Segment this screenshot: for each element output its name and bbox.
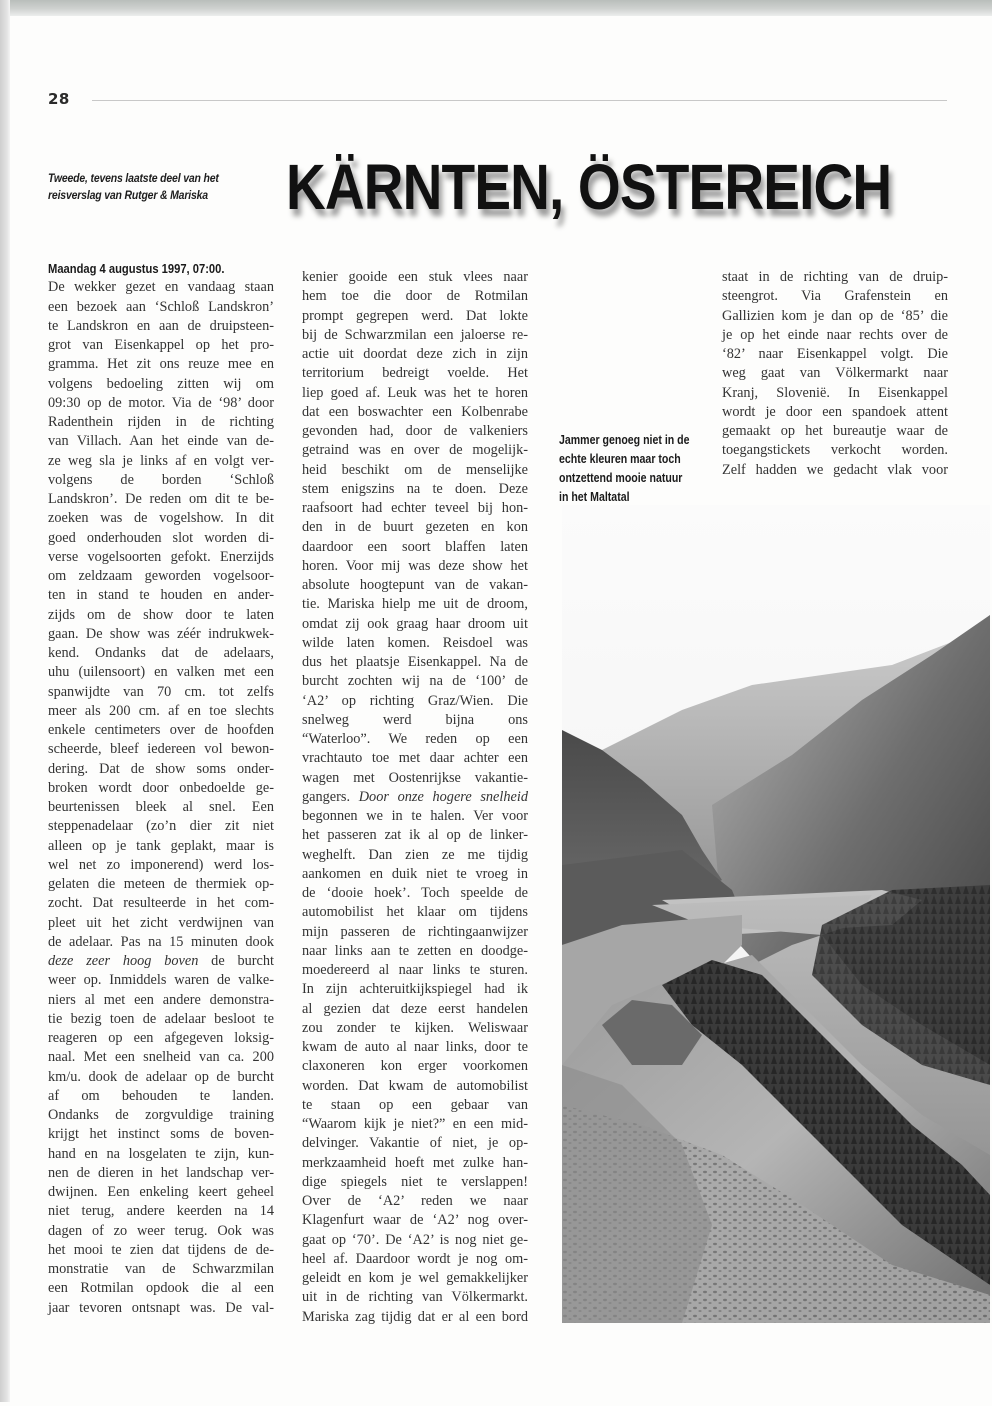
text-line: ten in stand te houden en ander- — [48, 587, 274, 604]
text-line: grot van Eisenkappel op het pro- — [48, 337, 274, 353]
text-line: snelweg werd bijna ons — [302, 711, 528, 728]
text-line: de ‘dooie hoek’. Toch speelde de — [302, 885, 528, 901]
text-line: stem enigszins na te doen. Deze — [302, 480, 528, 497]
text-line: steengrot. Via Grafenstein en — [722, 288, 948, 305]
date-heading: Maandag 4 augustus 1997, 07:00. — [48, 261, 225, 276]
text-line: territorium bedreigt voelde. Het — [302, 365, 528, 382]
article-subtitle — [48, 170, 237, 204]
text-line: liep goed af. Leuk was het te horen — [302, 384, 528, 401]
text-line: automobilist het klaar om tijdens — [302, 904, 528, 921]
text-line: gevonden had, door de valkeniers — [302, 423, 528, 439]
text-line: kenier gooide een stuk vlees naar — [302, 269, 528, 285]
text-line: Kranj, Slovenië. In Eisenkappel — [722, 384, 948, 401]
text-line: bij de Schwarzmilan een jaloerse re- — [302, 326, 528, 343]
text-line: “Waterloo”. We reden op een — [302, 731, 528, 747]
text-line: merkzaamheid hoeft met zulke han- — [302, 1154, 528, 1171]
text-line: prompt gegrepen werd. Dat lokte — [302, 307, 528, 324]
text-line: In zijn achteruitkijkspiegel had ik — [302, 981, 528, 998]
landscape-photo — [562, 505, 990, 1323]
text-line: het mooi te zien dat tijdens de de- — [48, 1241, 274, 1258]
italic-emphasis: Door onze hogere snelheid — [358, 788, 528, 805]
text-line: Zelf hadden we gedacht vlak voor — [722, 461, 948, 478]
article-column-2 — [302, 268, 528, 1327]
text-line: meer als 200 cm. af en toe slechts — [48, 702, 274, 719]
article-column-1 — [48, 259, 274, 1318]
text-line: hand en na losgelaten te zijn, kun- — [48, 1145, 274, 1162]
text-line: worden. Dat kwam de automobilist — [302, 1077, 528, 1094]
text-line: af om behouden te landen. — [48, 1087, 274, 1104]
text-line: broken wordt door onbedoelde ge- — [48, 779, 274, 796]
text-line: gramma. Het zit ons reuze mee en — [48, 356, 274, 373]
text-line: zoeken was de vogelshow. In dit — [48, 510, 274, 527]
text-line: dat een boswachter een Kolbenrabe — [302, 403, 528, 420]
text-line: gaat op ‘70’. De ‘A2’ is nog niet ge- — [302, 1231, 528, 1248]
text-line: dus het plaatsje Eisenkappel. Na de — [302, 654, 528, 670]
text-line: Ondanks de zorgvuldige training — [48, 1107, 274, 1123]
mountain-lake-image — [562, 505, 990, 1323]
text-line: begonnen we in te halen. Ver voor — [302, 808, 528, 824]
text-line: raafsoort had echter teveel bij hon- — [302, 500, 528, 516]
text-line: krijgt het instinct soms de boven- — [48, 1126, 274, 1143]
text-line: uit in de richting van Völkermarkt. — [302, 1289, 528, 1306]
text-line: gelaten die meteen de thermiek op- — [48, 876, 274, 892]
text-line: gemaakt op het bureautje waar de — [722, 423, 948, 439]
text-line: heel af. Daardoor wordt je nog om- — [302, 1250, 528, 1267]
text-line: steppenadelaar (zo’n dier zit niet — [48, 818, 274, 835]
text-line: ze weg sla je links af en volgt ver- — [48, 452, 274, 469]
text-line: volgens de borden ‘Schloß — [48, 471, 274, 488]
text-line: goed onderhouden slot worden di- — [48, 529, 274, 546]
text-line: den in de buurt gezeten en kon — [302, 519, 528, 536]
caption-line: echte kleuren maar toch — [559, 452, 681, 466]
text-line: ‘A2’ op richting Graz/Wien. Die — [302, 692, 528, 709]
text-line: omdat zij ook graag haar droom uit — [302, 615, 528, 632]
text-line: 09:30 op de motor. Via de ‘98’ door — [48, 394, 274, 411]
text-line: al gezien dat deze eerst handelen — [302, 1000, 528, 1017]
text-line: hem toe die door de Rotmilan — [302, 288, 528, 305]
text-line: wagen met Oostenrijkse vakantie- — [302, 769, 528, 786]
caption-line: Jammer genoeg niet in de — [559, 433, 690, 447]
text-line: verse vogelsoorten gefokt. Enerzijds — [48, 548, 274, 565]
text-line: tie bezig toen de adelaar besloot te — [48, 1010, 274, 1027]
text-line: aankomen en duik niet te vroeg in — [302, 865, 528, 882]
text-line: nen de dieren in het landschap ver- — [48, 1164, 274, 1181]
text-line: weer op. Inmiddels waren de valke- — [48, 972, 274, 989]
text-line: het passeren zat ik al op de linker- — [302, 827, 528, 844]
caption-line: ontzettend mooie natuur — [559, 471, 683, 485]
text-line: dering. Dat de show soms onder- — [48, 760, 274, 777]
photo-caption — [559, 431, 693, 507]
text-line: mijn passeren de richtingaanwijzer — [302, 923, 528, 940]
text-line: “Waarom kijk je niet?” en een mid- — [302, 1116, 528, 1132]
text-line: enkele centimeters over de hoofden — [48, 722, 274, 738]
text-line: daardoor een soort blaffen laten — [302, 538, 528, 555]
text-line: een Rotmilan opdook die al een — [48, 1280, 274, 1297]
text-line: wordt je door een spandoek attent — [722, 403, 948, 420]
text-line: naal. Met een snelheid van ca. 200 — [48, 1049, 274, 1066]
text-line: weg gaat van Völkermarkt naar — [722, 365, 948, 382]
text-line: de adelaar. Pas na 15 minuten dook — [48, 933, 274, 950]
text-line: van Villach. Aan het einde van de- — [48, 433, 274, 450]
text-line: niers al met een andere demonstra- — [48, 991, 274, 1008]
article-column-3 — [722, 268, 948, 480]
column-2-body — [302, 268, 528, 1327]
text-line: km/u. dook de adelaar op de burcht — [48, 1068, 274, 1085]
header-divider — [92, 100, 947, 101]
text-line: Klagenfurt waar de ‘A2’ nog over- — [302, 1212, 528, 1229]
text-line: toegangstickets verkocht worden. — [722, 442, 948, 459]
text-line: monstratie van de Schwarzmilan — [48, 1261, 274, 1277]
text-line: spanwijdte van 70 cm. tot zelfs — [48, 683, 274, 700]
text-line: jaar tevoren ontsnapt was. De val- — [48, 1299, 274, 1316]
text-line: alleen op je tank geplakt, maar is — [48, 837, 274, 854]
text-line: heid beschikt om de menselijke — [302, 461, 528, 478]
caption-line: in het Maltatal — [559, 490, 630, 504]
page-number: 28 — [48, 90, 70, 108]
column-1-body — [48, 278, 274, 1318]
text-line: om zeldzaam geworden vogelsoor- — [48, 568, 274, 584]
text-line: te staan op een gebaar van — [302, 1096, 528, 1113]
text-line: uhu (uilensoort) en valken met een — [48, 664, 274, 681]
text-line: deze zeer hoog boven de burcht — [48, 953, 274, 969]
scan-left-edge — [0, 0, 10, 1402]
text-line: actie uit doordat deze zich in zijn — [302, 346, 528, 362]
article-title: KÄRNTEN, ÖSTEREICH — [286, 151, 892, 223]
text-line: pleet uit het zicht verdwijnen van — [48, 914, 274, 931]
text-line: getraind was en over de mogelijk- — [302, 442, 528, 459]
text-line: absolute hoogtepunt van de vakan- — [302, 577, 528, 593]
text-line: zocht. Dat resulteerde in het com- — [48, 895, 274, 912]
text-line: geleidt en kom je wel gemakkelijker — [302, 1270, 528, 1286]
text-line: Landskron’. De reden om dit te be- — [48, 491, 274, 507]
text-line: Mariska zag tijdig dat er al een bord — [302, 1308, 528, 1325]
text-line: staat in de richting van de druip- — [722, 269, 948, 285]
text-line: zijds om de show door te laten — [48, 606, 274, 623]
text-line: gangers. Door onze hogere snelheid — [302, 788, 528, 805]
text-line: ‘82’ naar Eisenkappel volgt. Die — [722, 346, 948, 362]
column-3-body — [722, 268, 948, 480]
text-line: volgens bedoeling zitten wij om — [48, 375, 274, 392]
text-line: je op het einde naar rechts over de — [722, 326, 948, 343]
text-line: vrachtauto toe met daar achter een — [302, 750, 528, 767]
text-line: tie. Mariska hielp me uit de droom, — [302, 596, 528, 613]
text-line: reageren op een afgegeven loksig- — [48, 1030, 274, 1046]
italic-emphasis: deze zeer hoog boven — [48, 953, 199, 969]
text-line: horen. Voor mij was deze show het — [302, 557, 528, 574]
text-line: delvinger. Vakantie of niet, je op- — [302, 1135, 528, 1152]
text-line: wel net zo imponerend) werd los- — [48, 856, 274, 873]
subtitle-line: Tweede, tevens laatste deel van het — [48, 171, 219, 185]
text-line: niet terug, andere keerden na 14 — [48, 1203, 274, 1220]
text-line: een bezoek aan ‘Schloß Landskron’ — [48, 298, 274, 315]
text-line: beurtenissen bleek al snel. Een — [48, 799, 274, 815]
text-line: moedereerd al naar links te sturen. — [302, 962, 528, 978]
text-line: zou zonder te kijken. Weliswaar — [302, 1019, 528, 1036]
subtitle-line: reisverslag van Rutger & Mariska — [48, 188, 208, 202]
text-line: naar links aan te zetten en doodge- — [302, 942, 528, 959]
text-line: dagen of zo weer terug. Ook was — [48, 1222, 274, 1239]
text-line: claxoneren kon erger voorkomen — [302, 1058, 528, 1075]
text-line: dige spiegels niet te verslappen! — [302, 1173, 528, 1190]
text-line: scheerde, bleef iedereen vol bewon- — [48, 741, 274, 758]
text-line: gaan. De show was zéér indrukwek- — [48, 625, 274, 642]
text-line: kend. Ondanks dat de adelaars, — [48, 645, 274, 661]
text-line: Gallizien kom je dan op de ‘85’ die — [722, 307, 948, 324]
text-line: De wekker gezet en vandaag staan — [48, 279, 274, 296]
text-line: te Landskron en aan de druipsteen- — [48, 317, 274, 334]
text-line: dwijnen. Een enkeling keert geheel — [48, 1184, 274, 1200]
text-line: burcht zochten wij na de ‘100’ de — [302, 673, 528, 690]
text-line: kwam de auto al naar links, door te — [302, 1039, 528, 1055]
scan-top-edge — [0, 0, 992, 16]
text-line: wilde laten komen. Reisdoel was — [302, 634, 528, 651]
text-line: Over de ‘A2’ reden we naar — [302, 1193, 528, 1209]
text-line: weghelft. Dan zien ze me tijdig — [302, 846, 528, 863]
text-line: Radenthein rijden in de richting — [48, 414, 274, 430]
